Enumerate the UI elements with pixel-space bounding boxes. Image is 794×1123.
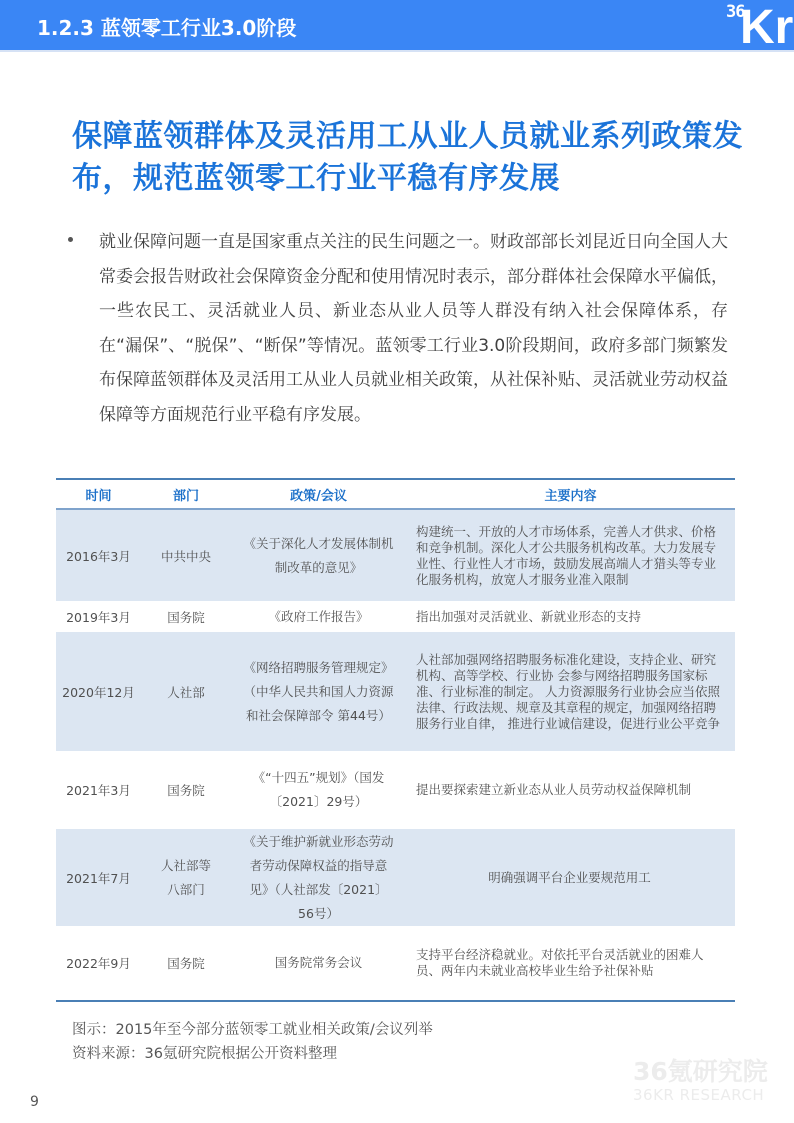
header-content: 主要内容 [406,479,735,509]
caption-figure: 图示：2015年至今部分蓝领零工就业相关政策/会议列举 [72,1022,433,1038]
cell-dept: 国务院 [167,956,205,971]
logo-kr-text: Kr [740,1,794,52]
cell-content: 人社部加强网络招聘服务标准化建设，支持企业、研究机构、高等学校、行业协 会参与网络招聘服务国家标准、行业标准的制定。 人力资源服务行业协会应当依照法律、行政法规、规章及其章程的规定，加强网络招聘服务行业自律， 推进行业诚信建设，促进行业公平竞争 [406,632,735,751]
bullet-list [68,225,728,432]
header-dept: 部门 [141,479,231,509]
cell-dept: 人社部等八部门 [141,829,231,926]
cell-time: 2021年7月 [56,829,141,926]
figure-caption [72,1018,433,1066]
bullet-text: 就业保障问题一直是国家重点关注的民生问题之一。财政部部长刘昆近日向全国人大常委会报告财政社会保障资金分配和使用情况时表示，部分群体社会保障水平偏低，一些农民工、灵活就业人员、新业态从业人员等人群没有纳入社会保障体系，存在“漏保”、“脱保”、“断保”等情况。蓝领零工行业3.0阶段期间，政府多部门频繁发布保障蓝领群体及灵活用工从业人员就业相关政策，从社保补贴、灵活就业劳动权益保障等方面规范行业平稳有序发展。 [99,232,728,425]
cell-policy: 《网络招聘服务管理规定》（中华人民共和国人力资源和社会保障部令 第44号） [231,632,406,751]
cell-time: 2020年12月 [56,632,141,751]
page-headline: 保障蓝领群体及灵活用工从业人员就业系列政策发布，规范蓝领零工行业平稳有序发展 [72,119,743,196]
table-row [56,751,735,829]
cell-time: 2016年3月 [56,509,141,601]
36kr-logo [722,0,794,52]
table-row [56,601,735,632]
bullet-dot-icon [68,237,73,242]
caption-source: 资料来源：36氪研究院根据公开资料整理 [72,1046,337,1062]
cell-content: 提出要探索建立新业态从业人员劳动权益保障机制 [416,782,692,797]
cell-content: 支持平台经济稳就业。对依托平台灵活就业的困难人员、两年内未就业高校毕业生给予社保补贴 [416,947,704,978]
cell-dept: 国务院 [167,609,205,625]
cell-policy: 《“十四五”规划》（国发〔2021〕29号） [252,770,385,809]
cell-policy: 国务院常务会议 [274,955,363,970]
section-header-bar [0,0,794,52]
cell-content: 构建统一、开放的人才市场体系，完善人才供求、价格和竞争机制。深化人才公共服务机构改革。大力发展专业性、行业性人才市场，鼓励发展高端人才猎头等专业化服务机构，放宽人才服务业准入限制 [406,509,735,601]
cell-time: 2021年3月 [66,783,131,798]
policy-table [56,478,735,1002]
logo-36-text: 36 [726,2,745,22]
cell-policy: 《关于维护新就业形态劳动者劳动保障权益的指导意见》（人社部发〔2021〕56号） [231,829,406,926]
cell-content: 指出加强对灵活就业、新就业形态的支持 [416,608,642,624]
watermark-cn: 36氪研究院 [633,1057,768,1086]
cell-time: 2022年9月 [66,956,131,971]
header-policy: 政策/会议 [231,479,406,509]
cell-dept: 人社部 [141,632,231,751]
table-row [56,509,735,601]
cell-dept: 中共中央 [141,509,231,601]
cell-content: 明确强调平台企业要规范用工 [406,829,735,926]
cell-policy: 《关于深化人才发展体制机制改革的意见》 [231,509,406,601]
cell-time: 2019年3月 [66,609,131,625]
header-time: 时间 [56,479,141,509]
page-number: 9 [30,1094,39,1110]
cell-policy: 《政府工作报告》 [268,608,369,624]
section-title: 1.2.3 蓝领零工行业3.0阶段 [37,16,297,40]
watermark-en: 36KR RESEARCH [633,1086,765,1104]
table-header-row [56,479,735,509]
table-row [56,829,735,926]
table-row [56,632,735,751]
table-row [56,926,735,1001]
36kr-research-watermark [633,1058,783,1104]
bullet-item [68,225,728,432]
cell-dept: 国务院 [167,783,205,798]
